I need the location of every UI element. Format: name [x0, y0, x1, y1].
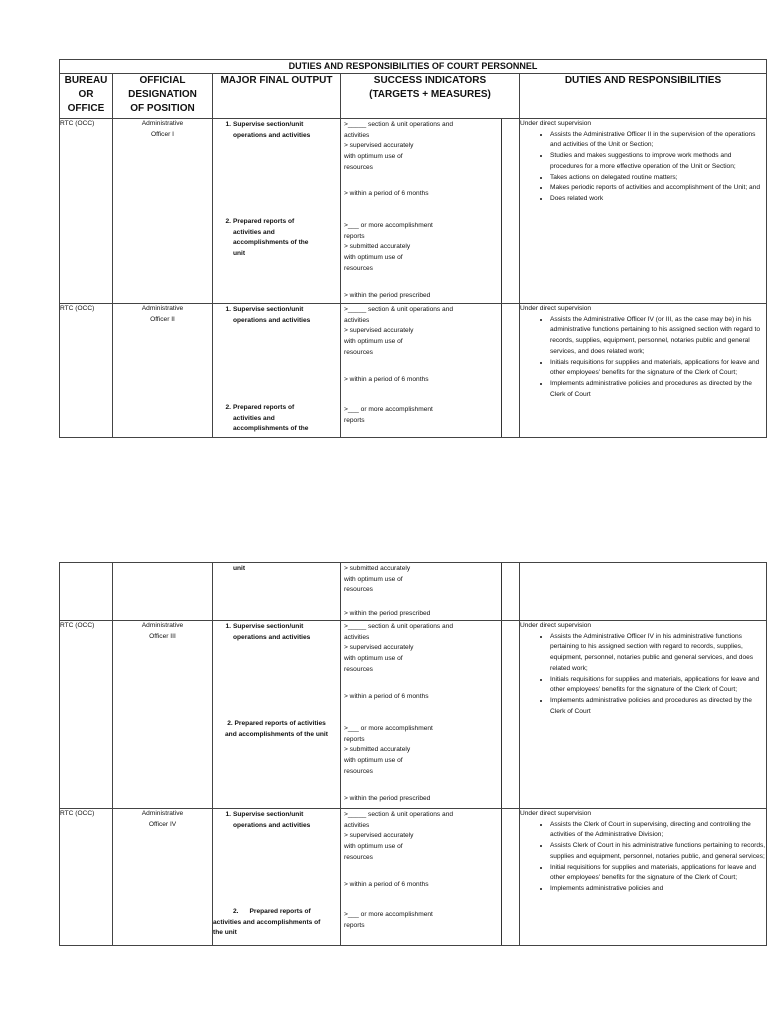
position-cell: Administrative Officer IV [113, 809, 213, 946]
list-item: • Initials requisitions for supplies and materials, applications for leave and other employees' benefits for the signature of the Clerk of Court; [550, 675, 766, 696]
table-row [60, 119, 767, 304]
duties-cell: Under direct supervision • Assists the Administrative Officer IV in his administrative functions pertaining to his assigned section with regard to records, supplies, equipment, personnel, notaries public and general services, and does related work; • Initials requisitions for supplies and materials, applications for leave and other employees' benefits for the signature of the Clerk of Court; • Implements administrative policies and procedures as directed by the Clerk of Court [520, 621, 767, 809]
bureau-cell: RTC (OCC) [60, 809, 113, 946]
list-item: • Initial requisitions for supplies and materials, applications for leave and other employees' benefits for the signature of the Clerk of Court; [550, 863, 766, 884]
mfo-cell: 1. Supervise section/unit operations and activities 2. Prepared reports of activities and accomplishments of the unit [213, 809, 341, 946]
success-indicator-cell: >_____ section & unit operations and activities > supervised accurately with optimum use of resources > within a period of 6 months >___ or more accomplishment reports [341, 809, 520, 946]
list-item: • Takes actions on delegated routine matters; [550, 173, 766, 184]
duties-cell: Under direct supervision • Assists the Administrative Officer IV (or III, as the case may be) in his administrative functions pertaining to his assigned section with regard to records, supplies, equipment, personnel, notaries public and general services, and does related work; • Initials requisitions for supplies and materials, applications for leave and other employees' benefits for the signature of the Clerk of Court; • Implements administrative policies and procedures as directed by the Clerk of Court [520, 304, 767, 438]
list-item: • Initials requisitions for supplies and materials, applications for leave and other employees' benefits for the signature of the Clerk of Court; [550, 358, 766, 379]
bureau-cell: RTC (OCC) [60, 304, 113, 438]
mfo-cell: 1. Supervise section/unit operations and activities 2. Prepared reports of activities and accomplishments of the [213, 304, 341, 438]
header-bureau: BUREAU OR OFFICE [60, 74, 113, 119]
header-mfo: MAJOR FINAL OUTPUT [213, 74, 341, 119]
bureau-cell: RTC (OCC) [60, 621, 113, 809]
mfo-cell: 1. Supervise section/unit operations and activities 2. Prepared reports of activities and accomplishments of the unit [213, 621, 341, 809]
table-row [60, 563, 767, 621]
table-row [60, 304, 767, 438]
duties-table-bottom [59, 562, 767, 946]
success-indicator-cell: > submitted accurately with optimum use of resources > within the period prescribed [341, 563, 520, 621]
mfo-cell: 1. Supervise section/unit operations and activities 2. Prepared reports of activities and accomplishments of the unit [213, 119, 341, 304]
success-indicator-cell: >_____ section & unit operations and activities > supervised accurately with optimum use of resources > within a period of 6 months >___ or more accomplishment reports > submitted accurately with optimum use of resources > within the period prescribed [341, 621, 520, 809]
list-item: • Assists the Clerk of Court in supervising, directing and controlling the activities of the Administrative Division; [550, 820, 766, 841]
list-item: • Implements administrative policies and procedures as directed by the Clerk of Court [550, 379, 766, 400]
list-item: • Assists the Administrative Officer II in the supervision of the operations and activities of the Unit or Section; [550, 130, 766, 151]
position-cell: Administrative Officer II [113, 304, 213, 438]
list-item: • Assists the Administrative Officer IV (or III, as the case may be) in his administrative functions pertaining to his assigned section with regard to records, supplies, equipment, personnel, notaries public and general services, and does related work; [550, 315, 766, 358]
list-item: • Does related work [550, 194, 766, 205]
success-indicator-cell: >_____ section & unit operations and activities > supervised accurately with optimum use of resources > within a period of 6 months >___ or more accomplishment reports [341, 304, 520, 438]
duties-cell: Under direct supervision • Assists the Administrative Officer II in the supervision of the operations and activities of the Unit or Section; • Studies and makes suggestions to improve work methods and procedures for a more effective operation of the Unit or Section; • Takes actions on delegated routine matters; • Makes periodic reports of activities and accomplishment of the Unit; and • Does related work [520, 119, 767, 304]
duties-cell: Under direct supervision • Assists the Clerk of Court in supervising, directing and controlling the activities of the Administrative Division; • Assists Clerk of Court in his administrative functions pertaining to records, supplies and equipment, personnel, notaries public, and general services; • Initial requisitions for supplies and materials, applications for leave and other employees' benefits for the signature of the Clerk of Court; • Implements administrative policies and [520, 809, 767, 946]
bureau-cell: RTC (OCC) [60, 119, 113, 304]
header-duties: DUTIES AND RESPONSIBILITIES [520, 74, 767, 119]
list-item: • Implements administrative policies and [550, 884, 766, 895]
table-row [60, 621, 767, 809]
table-row [60, 809, 767, 946]
list-item: • Studies and makes suggestions to improve work methods and procedures for a more effective operation of the Unit or Section; [550, 151, 766, 172]
list-item: • Implements administrative policies and procedures as directed by the Clerk of Court [550, 696, 766, 717]
mfo-cell: unit [213, 563, 341, 621]
success-indicator-cell: >_____ section & unit operations and activities > supervised accurately with optimum use of resources > within a period of 6 months >___ or more accomplishment reports > submitted accurately with optimum use of resources > within the period prescribed [341, 119, 520, 304]
list-item: • Assists the Administrative Officer IV in his administrative functions pertaining to his assigned section with regard to records, supplies, equipment, personnel, notaries public and general services, and does related work; [550, 632, 766, 675]
duties-table-top [59, 59, 767, 438]
header-success-indicators: SUCCESS INDICATORS (TARGETS + MEASURES) [341, 74, 520, 119]
list-item: • Makes periodic reports of activities and accomplishment of the Unit; and [550, 183, 766, 194]
position-cell: Administrative Officer III [113, 621, 213, 809]
list-item: • Assists Clerk of Court in his administrative functions pertaining to records, supplies and equipment, personnel, notaries public, and general services; [550, 841, 766, 862]
table-title: DUTIES AND RESPONSIBILITIES OF COURT PERSONNEL [60, 60, 767, 74]
header-position: OFFICIAL DESIGNATION OF POSITION [113, 74, 213, 119]
position-cell: Administrative Officer I [113, 119, 213, 304]
